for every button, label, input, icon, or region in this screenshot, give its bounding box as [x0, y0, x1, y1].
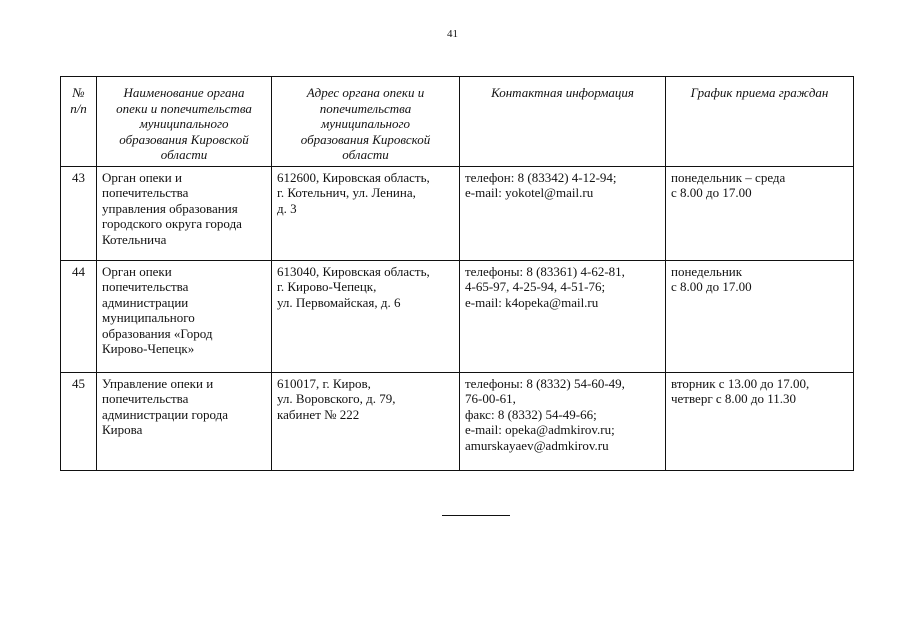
organ-name-line: Кирова [102, 422, 143, 437]
row-number: 44 [61, 260, 97, 372]
contact-line: телефон: 8 (83342) 4-12-94; [465, 169, 617, 185]
guardianship-registry-table [60, 76, 854, 471]
address-line: д. 3 [277, 200, 297, 216]
schedule-cell [666, 166, 854, 260]
organ-name-line: Орган опеки [102, 263, 172, 279]
address-line: г. Кирово-Чепецк, [277, 279, 377, 294]
header-line: области [342, 147, 389, 162]
organ-name-line: городского округа города [102, 216, 242, 231]
table-header-row [61, 77, 854, 167]
header-line: Адрес органа опеки и [306, 85, 425, 100]
schedule-line: с 8.00 до 17.00 [671, 279, 752, 294]
address-line: 610017, г. Киров, [277, 375, 371, 391]
header-line: опеки и попечительства [116, 100, 252, 116]
schedule-line: понедельник [671, 263, 743, 279]
contact-cell [460, 260, 666, 372]
organ-name-line: управления образования [102, 200, 238, 216]
header-name [97, 77, 272, 167]
header-line: Наименование органа [123, 85, 245, 100]
organ-name-line: Кирово-Чепецк» [102, 341, 195, 356]
organ-name-line: попечительства [102, 279, 189, 294]
contact-line: факс: 8 (8332) 54-49-66; [465, 406, 597, 422]
schedule-line: вторник с 13.00 до 17.00, [671, 375, 810, 391]
table-row [61, 260, 854, 372]
header-line: образования Кировской [300, 131, 431, 147]
contact-line: 4-65-97, 4-25-94, 4-51-76; [465, 279, 606, 294]
header-line: № [72, 85, 85, 100]
contact-line: e-mail: yokotel@mail.ru [465, 185, 594, 200]
schedule-cell [666, 372, 854, 470]
address-line: ул. Первомайская, д. 6 [277, 294, 401, 310]
organ-name-line: Котельнича [102, 231, 167, 247]
header-line: Контактная информация [491, 85, 634, 100]
organ-name-line: образования «Город [102, 325, 213, 341]
organ-name-line: Управление опеки и [102, 375, 214, 391]
header-line: График приема граждан [690, 85, 829, 100]
organ-name-line: администрации [102, 294, 189, 310]
contact-line: e-mail: opeka@admkirov.ru; [465, 422, 615, 437]
table-row [61, 372, 854, 470]
address-line: кабинет № 222 [277, 406, 360, 422]
address-cell [272, 372, 460, 470]
contact-line: телефоны: 8 (83361) 4-62-81, [465, 263, 625, 279]
header-line: образования Кировской [119, 131, 249, 147]
header-line: области [160, 147, 208, 162]
header-number [61, 77, 97, 167]
header-line: попечительства [319, 100, 412, 116]
address-line: 613040, Кировская область, [277, 263, 430, 279]
page-number: 41 [447, 28, 458, 40]
address-line: ул. Воровского, д. 79, [277, 391, 396, 406]
address-cell [272, 166, 460, 260]
schedule-line: понедельник – среда [671, 169, 786, 185]
schedule-cell [666, 260, 854, 372]
header-address [272, 77, 460, 167]
organ-name-line: муниципального [102, 310, 195, 325]
table-row [61, 166, 854, 260]
header-schedule [666, 77, 854, 167]
header-line: п/п [70, 100, 87, 116]
address-line: 612600, Кировская область, [277, 169, 430, 185]
schedule-line: с 8.00 до 17.00 [671, 185, 752, 200]
row-number: 45 [61, 372, 97, 470]
address-line: г. Котельнич, ул. Ленина, [277, 185, 416, 200]
organ-name-cell [97, 260, 272, 372]
header-contact [460, 77, 666, 167]
header-line: муниципального [139, 116, 229, 131]
contact-line: amurskayaev@admkirov.ru [465, 437, 609, 453]
address-cell [272, 260, 460, 372]
contact-cell [460, 166, 666, 260]
contact-cell [460, 372, 666, 470]
organ-name-line: администрации города [102, 406, 229, 422]
contact-line: e-mail: k4opeka@mail.ru [465, 294, 599, 310]
header-line: муниципального [320, 116, 411, 131]
schedule-line: четверг с 8.00 до 11.30 [671, 391, 797, 406]
organ-name-line: Орган опеки и [102, 169, 182, 185]
organ-name-cell [97, 372, 272, 470]
end-of-section-divider [442, 515, 510, 516]
organ-name-line: попечительства [102, 391, 189, 406]
organ-name-cell [97, 166, 272, 260]
organ-name-line: попечительства [102, 185, 189, 200]
contact-line: телефоны: 8 (8332) 54-60-49, [465, 375, 625, 391]
contact-line: 76-00-61, [465, 391, 516, 406]
row-number: 43 [61, 166, 97, 260]
